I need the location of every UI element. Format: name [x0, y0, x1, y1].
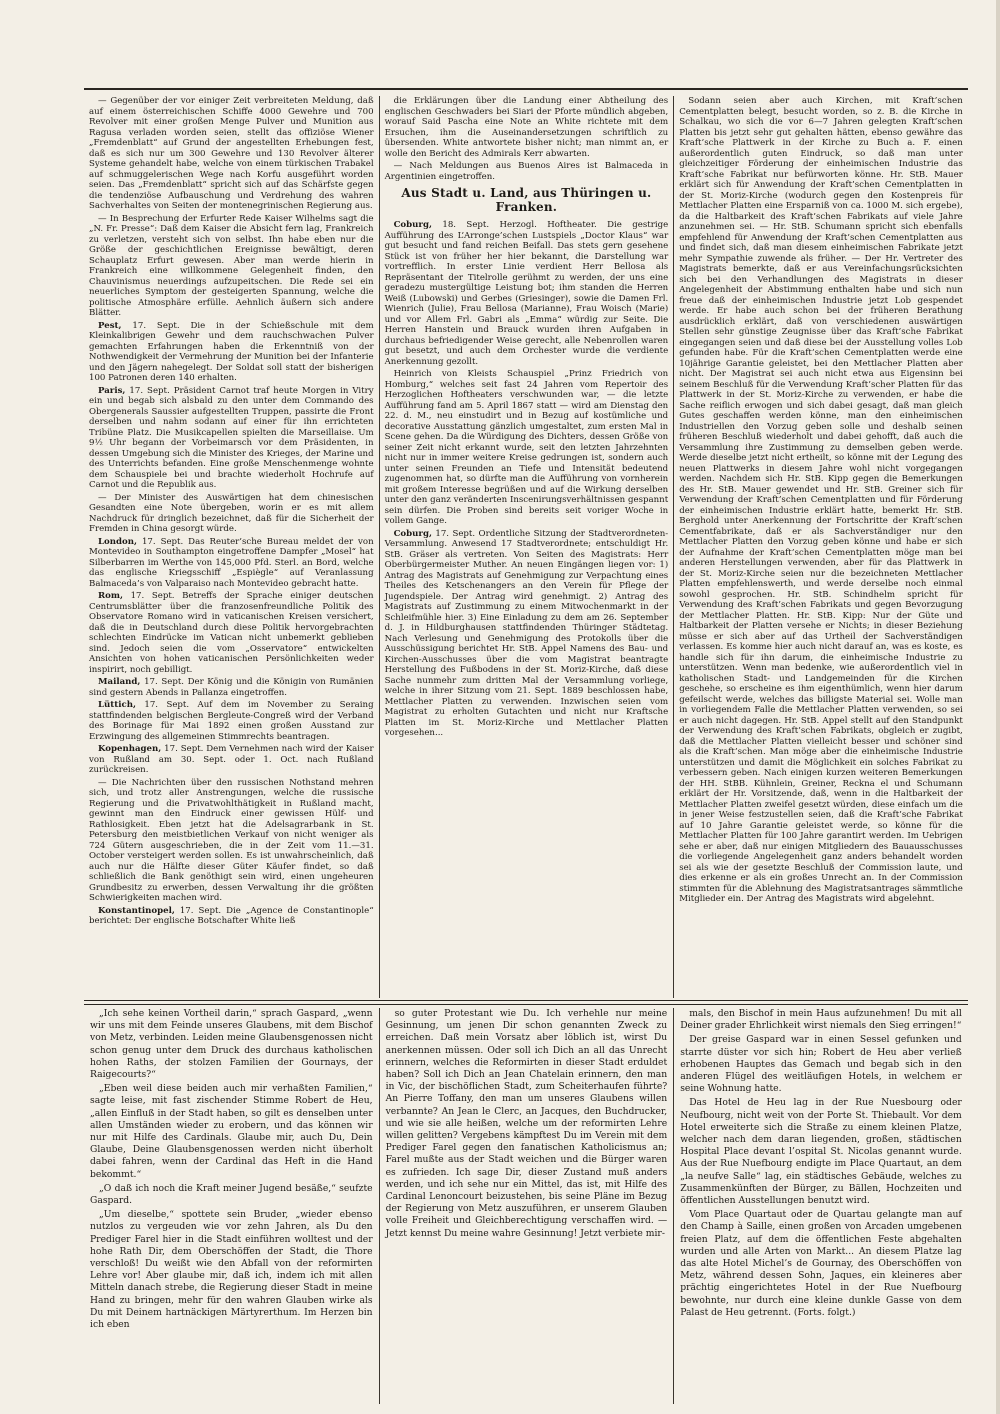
dateline-place: Mailand, [98, 677, 141, 687]
article-text: 17. Sept. Das Reuter’sche Bureau meldet der von Montevideo in Southampton eingetroffene Dampfer „Mosel“ hat Silberbarren im Werthe von 145,000 Pfd. Sterl. an Bord, welche das englische Kriegsschiff „Espiègle“ auf Veranlassung Balmaceda’s von Valparaiso nach Montevideo gebracht hatte. [89, 536, 374, 589]
dateline-place: Kopenhagen, [98, 744, 162, 754]
article-text: 17. Sept. Der König und die Königin von Rumänien sind gestern Abends in Pallanza eingetroffen. [89, 677, 374, 698]
dateline-place: Rom, [98, 591, 123, 601]
feuilleton-paragraph: Das Hotel de Heu lag in der Rue Nuesbourg oder Neufbourg, nicht weit von der Porte St. Thiebault. Vor dem Hotel erweiterte sich die Straße zu einem kleinen Platze, welcher nach dem daran liegenden, großen, städtischen Hospital Place devant l’ospital St. Nicolas genannt wurde. Aus der Rue Nuefbourg endigte im Place Quartaut, an dem „la neufve Salle“ lag, ein städtisches Gebäude, welches zu Zusammenkünften der Bürger, zu Bällen, Hochzeiten und öffentlichen Ausstellungen benutzt wird. [680, 1097, 962, 1207]
dateline-place: Coburg, [393, 528, 432, 539]
article-text: 17. Sept. Präsident Carnot traf heute Morgen in Vitry ein und begab sich alsbald zu den unter dem Commando des Obergenerals Saussier aufgestellten Truppen, passirte die Front derselben und nahm sodann auf einer für ihn errichteten Tribüne Platz. Die Musikcapellen spielten die Marseillaise. Um 9½ Uhr begann der Vorbeimarsch vor dem Präsidenten, in dessen Umgebung sich die Minister des Krieges, der Marine und des Unterrichts befanden. Eine große Menschenmenge wohnte dem Schauspiele bei und brachte wiederholt Hochrufe auf Carnot und die Republik aus. [89, 385, 374, 490]
column-2 [379, 96, 674, 998]
feuilleton-paragraph: „O daß ich noch die Kraft meiner Jugend besäße,“ seufzte Gaspard. [90, 1182, 373, 1207]
article-paragraph [89, 744, 374, 776]
article-text: — Der Minister des Auswärtigen hat dem chinesischen Gesandten eine Note übergeben, worin er es mit allem Nachdruck für dringlich bezeichnet, daß für die Sicherheit der Fremden in China gesorgt würde. [89, 492, 374, 534]
column-3 [673, 96, 968, 998]
dateline-place: Pest, [98, 320, 122, 331]
dateline-place: Lüttich, [98, 700, 136, 710]
dateline-place: Konstantinopel, [98, 905, 175, 916]
article-paragraph [385, 369, 669, 527]
article-paragraph [89, 537, 374, 590]
article-text: — Gegenüber der vor einiger Zeit verbreiteten Meldung, daß auf einem österreichischen Schiffe 4000 Gewehre und 700 Revolver mit einer großen Menge Pulver und Munition aus Ragusa verladen worden seien, stellt das offiziöse Wiener „Fremdenblatt“ auf Grund der angestellten Erhebungen fest, daß es sich nur um 300 Gewehre und 130 Revolver älterer Systeme gehandelt habe, welche von einem türkischen Trabakel auf schmuggelerischen Wege nach Korfu ausgeführt worden seien. Das „Fremdenblatt“ spricht sich auf das Schärfste gegen die tendenziöse Aufbauschung und Verdrehung des wahren Sachverhaltes von Seiten der montenegrinischen Regierung aus. [89, 96, 374, 211]
feuilleton [84, 1008, 968, 1404]
article-text: Heinrich von Kleists Schauspiel „Prinz Friedrich von Homburg,“ welches seit fast 24 Jahren vom Repertoir des Herzoglichen Hoftheaters verschwunden war, — die letzte Aufführung fand am 5. April 1867 statt — wird am Dienstag den 22. d. M., neu einstudirt und in Bezug auf kostümliche und decorative Ausstattung gänzlich umgestaltet, zum ersten Mal in Scene gehen. Da die Würdigung des Dichters, dessen Größe von seiner Zeit nicht erkannt wurde, seit den letzten Jahrzehnten nicht nur in immer weitere Kreise gedrungen ist, sondern auch unter seinen Freunden an Tiefe und Intensität bedeutend zugenommen hat, so dürfte man die Aufführung von vornherein mit großem Interesse begrüßen und auf die Wirkung derselben unter den ganz veränderten Inscenirungsverhältnissen gespannt sein dürfen. Die Proben sind bereits seit voriger Woche in vollem Gange. [384, 369, 669, 526]
feuilleton-paragraph: so guter Protestant wie Du. Ich verhehle nur meine Gesinnung, um jenen Dir schon genannten Zweck zu erreichen. Daß mein Vorsatz aber löblich ist, wirst Du anerkennen müssen. Oder soll ich Dich an all das Unrecht erinnern, welches die Reformirten in dieser Stadt erduldet haben? Soll ich Dich an Jean Chatelain erinnern, den man in Vic, der bischöflichen Stadt, zum Scheiterhaufen führte? An Pierre Toffany, den man um unseres Glaubens willen verbannte? An Jean le Clerc, an Jacques, den Buchdrucker, und wie sie alle heißen, welche um der reformirten Lehre willen gelitten? Vergebens kämpftest Du im Verein mit dem Prediger Farel gegen den fanatischen Katholicismus an; Farel mußte aus der Stadt weichen und die Bürger waren es zufrieden. Ich sage Dir, dieser Zustand muß anders werden, und ich sehe nur ein Mittel, das ist, mit Hilfe des Cardinal Lenoncourt beizustehen, bis seine Pläne im Bezug der Regierung von Metz auszuführen, er unserem Glauben volle Freiheit und Gleichberechtigung verschaffen wird. — Jetzt kennst Du meine wahre Gesinnung! Jetzt verbiete mir- [385, 1008, 668, 1239]
article-paragraph [89, 591, 374, 675]
article-paragraph [679, 96, 963, 905]
feuilleton-paragraph: „Eben weil diese beiden auch mir verhaßten Familien,“ sagte leise, mit fast zischender Stimme Robert de Heu, „allen Einfluß in der Stadt haben, so gilt es denselben unter allen Umständen wieder zu erobern, und das können wir nur mit Hilfe des Cardinals. Glaube mir, auch Du, Dein Glaube, Deine Glaubensgenossen werden nicht überholt dabei fahren, wenn der Cardinal das Heft in die Hand bekommt.“ [90, 1083, 373, 1180]
article-text: 17. Sept. Ordentliche Sitzung der Stadtverordneten-Versammlung. Anwesend 17 Stadtverordnete; entschuldigt Hr. StB. Gräser als vertreten. Von Seiten des Magistrats: Herr Oberbürgermeister Muther. An neuen Eingängen liegen vor: 1) Antrag des Magistrats auf Genehmigung zur Verpachtung eines Theiles des Ketschenangers an den Verein für Pflege der Jugendspiele. Der Antrag wird genehmigt. 2) Antrag des Magistrats auf Zustimmung zu einem Mitwochenmarkt in der Schleifmühle hier. 3) Eine Einladung zu dem am 26. September d. J. in Hildburghausen stattfindenden Thüringer Städtetag. Nach Verlesung und Genehmigung des Protokolls über die Ausschüssigung berichtet Hr. StB. Appel Namens des Bau- und Kirchen-Ausschusses über die vom Magistrat beantragte Herstellung des Fußbodens in der St. Moriz-Kirche, daß diese Sache nunmehr zum dritten Mal der Versammlung vorliege, welche in ihrer Sitzung vom 21. Sept. 1889 beschlossen habe, Mettlacher Platten zu verwenden. Inzwischen seien vom Magistrat zu erholten Gutachten und nicht nur Kraftsche Platten im St. Moriz-Kirche und Mettlacher Platten vorgesehen... [384, 528, 669, 738]
article-paragraph [89, 96, 374, 212]
article-paragraph [89, 321, 374, 384]
news-columns [84, 96, 968, 998]
article-text: — In Besprechung der Erfurter Rede Kaiser Wilhelms sagt die „N. Fr. Presse“: Daß dem Kaiser die Absicht fern lag, Frankreich zu verletzen, versteht sich von selbst. Ihn habe eben nur die Größe der geschichtlichen Ereignisse bewältigt, deren Schauplatz Erfurt gewesen. Aber man werde hierin in Frankreich eine willkommene Gelegenheit finden, den Chauvinismus neuerdings aufzupeitschen. Die Rede sei ein neuerliches Symptom der gesteigerten Spannung, welche die politische Atmosphäre erfülle. Aehnlich äußern sich andere Blätter. [89, 213, 374, 318]
article-paragraph [89, 778, 374, 904]
feuilleton-paragraph: „Ich sehe keinen Vortheil darin,“ sprach Gaspard, „wenn wir uns mit dem Feinde unseres Glaubens, mit dem Bischof von Metz, verbinden. Leiden meine Glaubensgenossen nicht schon genug unter dem Druck des durchaus katholischen hohen Raths, der stolzen Familien der Gournays, der Raigecourts?“ [90, 1008, 373, 1081]
section-heading: Aus Stadt u. Land, aus Thüringen u. Franken. [401, 186, 652, 214]
article-text: die Erklärungen über die Landung einer Abtheilung des englischen Geschwaders bei Siari der Pforte mündlich abgeben, worauf Said Pascha eine Note an White richtete mit dem Ersuchen, ihm die Auseinandersetzungen schriftlich zu übersenden. White antwortete bisher nicht; man nimmt an, er wolle den Bericht des Admirals Kerr abwarten. [384, 96, 669, 159]
article-text: 17. Sept. Dem Vernehmen nach wird der Kaiser von Rußland am 30. Sept. oder 1. Oct. nach Rußland zurückreisen. [89, 744, 374, 775]
column-1 [84, 96, 379, 998]
dateline-place: Paris, [98, 385, 126, 396]
article-paragraph [89, 386, 374, 491]
article-text: 18. Sept. Herzogl. Hoftheater. Die gestrige Aufführung des L’Arronge’schen Lustspiels „Doctor Klaus“ war gut besucht und fand reichen Beifall. Das stets gern gesehene Stück ist von früher her hier bekannt, die Darstellung war vortrefflich. In erster Linie verdient Herr Bellosa als Repräsentant der Titelrolle gerühmt zu werden, der uns eine geradezu mustergültige Leistung bot; ihm standen die Herren Weiß (Lubowski) und Gerbes (Griesinger), sowie die Damen Frl. Wienrich (Julie), Frau Bellosa (Marianne), Frau Woisch (Marie) und vor Allem Frl. Gabri als „Emma“ würdig zur Seite. Die Herren Hanstein und Brauck wurden ihren Aufgaben in durchaus befriedigender Weise gerecht, alle Nebenrollen waren gut besetzt, und auch dem Orchester wurde die verdiente Anerkennung gezollt. [384, 220, 669, 367]
article-text: Sodann seien aber auch Kirchen, mit Kraft’schen Cementplatten belegt, besucht worden, so z. B. die Kirche in Schalkau, wo sich die vor 6—7 Jahren gelegten Kraft’schen Platten bis jetzt sehr gut gehalten hätten, ebenso gewähre das Kraft’sche Plattwerk in der Kirche zu Buch a. F. einen außerordentlich guten Eindruck, so daß man unter gleichzeitiger Förderung der einheimischen Industrie das Kraft’sche Fabrikat nur befürworten könne. Hr. StB. Mauer erklärt sich für Anwendung der Kraft’schen Cementplatten in der St. Moriz-Kirche (wodurch gegen den Kostenpreis für Mettlacher Platten eine Ersparniß von ca. 1000 M. sich ergebe), da die Haltbarkeit des Kraft’schen Fabrikats auf viele Jahre anzunehmen sei. — Hr. StB. Schumann spricht sich ebenfalls empfehlend für Anwendung der Kraft’schen Cementplatten aus und findet sich, daß man diesem einheimischen Fabrikate jetzt mehr Sympathie zuwende als früher. — Der Hr. Vertreter des Magistrats bemerkte, daß er aus Vereinfachungsrücksichten sich bei den Verhandlungen des Magistrats in dieser Angelegenheit der Abstimmung enthalten habe und sich nun freue daß der einheimischen Industrie jetzt Lob gespendet werde. Er habe auch schon bei der früheren Berathung ausdrücklich erklärt, daß von verschiedenen auswärtigen Stellen sehr günstige Zeugnisse über das Kraft’sche Fabrikat eingegangen seien und daß diese bei der Ausstellung volles Lob gefunden habe. Für die Kraft’schen Cementplatten werde eine 10jährige Garantie geleistet, bei den Mettlacher Platten aber nicht. Der Magistrat sei auch nicht etwa aus Eigensinn bei seinem Beschluß für die Verwendung Kraft’scher Platten für das Plattwerk in der St. Moriz-Kirche zu verwenden, er habe die Sache reiflich erwogen und sich dabei gesagt, daß man gleich Gutes geschaffen werden könne, man den einheimischen Industriellen den Vorzug geben solle und deshalb seinen früheren Beschluß wiederholt und dabei gehofft, daß auch die Versammlung ihre Zustimmung zu demselben geben werde. Werde dieselbe jetzt nicht ertheilt, so könne mit der Legung des neuen Plattwerks in diesem Jahre wohl nicht vorgegangen werden. Nachdem sich Hr. StB. Kipp gegen die Bemerkungen des Hr. StB. Mauer gewendet und Hr. StB. Greiner sich für Verwendung der Kraft’schen Cementplatten und für Förderung der einheimischen Industrie erklärt hatte, bemerkt Hr. StB. Berghold unter Anerkennung der Fortschritte der Kraft’schen Cementfabrikate, daß er als Sachverständiger nur den Mettlacher Platten den Vorzug geben könne und habe er sich der Aufnahme der Kraft’schen Cementplatten möge man bei anderen Herstellungen verwenden, aber für das Plattwerk in der St. Moriz-Kirche seien nur die bezeichneten Mettlacher Platten empfehlenswerth, und werde derselbe noch einmal sowohl gesprochen. Hr. StB. Schindhelm spricht für Verwendung des Kraft’schen Fabrikats und gegen Bevorzugung der Mettlacher Platten. Hr. StB. Kipp: Nur der Güte und Haltbarkeit der Platten versehe er Nichts; in dieser Beziehung müsse er sich aber auf das Urtheil der Sachverständigen verlassen. Es komme hier auch nicht darauf an, was es koste, es handle sich für ihn darum, die einheimische Industrie zu unterstützen. Wenn man bedenke, wie außerordentlich viel in katholischen Stadt- und Landgemeinden für die Kirchen geschehe, so erscheine es ihm eigenthümlich, wenn hier darum gefeilscht werde, welches das billigste Material sei. Wolle man in vorliegendem Falle die Mettlacher Platten verwenden, so sei er auch nicht dagegen. Hr. StB. Appel stellt auf den Standpunkt der Verwendung des Kraft’schen Fabrikats, obgleich er zugibt, daß die Mettlacher Platten vielleicht besser und schöner sind als die Kraft’schen. Man möge aber die einheimische Industrie unterstützen und damit die Möglichkeit ein solches Fabrikat zu verbessern geben. Nach einigen kurzen weiteren Bemerkungen der HH. StBB. Kühnlein, Greiner, Reckna el und Schumann erklärt der Hr. Vorsitzende, daß, wenn in die Haltbarkeit der Mettlacher Platten zweifel gesetzt würden, diese einfach um die in jener Weise festzustellen seien, daß die Kraft’sche Fabrikat auf 10 Jahre Garantie geleistet werde, so könne für die Mettlacher Platten für 100 Jahre garantirt werden. Im Uebrigen sehe er aber, daß nur einigen Mitgliedern des Bauausschusses die vorliegende Angelegenheit ganz anders behandelt worden sei als wie der gesetzte Beschluß der Commission laute, und dies erkenne er als ein großes Unrecht an. In der Commission stimmten für die Ablehnung des Magistratsantrages sämmtliche Mitglieder ein. Der Antrag des Magistrats wird abgelehnt. [679, 96, 963, 904]
column-2-bottom [385, 220, 669, 739]
article-paragraph [89, 700, 374, 742]
feuilleton-paragraph: Der greise Gaspard war in einen Sessel gefunken und starrte düster vor sich hin; Robert de Heu aber verließ erhobenen Hauptes das Gemach und begab sich in den anderen Flügel des weitläufigen Hotels, in welchem er seine Wohnung hatte. [680, 1034, 962, 1095]
article-text: 17. Sept. Auf dem im November zu Seraing stattfindenden belgischen Bergleute-Congreß wird der Verband des Borinage für Mai 1892 einen großen Ausstand zur Erzwingung des allgemeinen Stimmrechts beantragen. [89, 700, 374, 742]
feuilleton-column-2 [379, 1008, 674, 1404]
article-paragraph [89, 214, 374, 319]
page-edge [996, 0, 1000, 1414]
article-text: 17. Sept. Betreffs der Sprache einiger deutschen Centrumsblätter über die franzosenfreundliche Politik des Observatore Romano wird in vaticanischen Kreisen versichert, daß die in Deutschland durch diese Politik hervorgebrachten schlechten Eindrücke im Vatican nicht unbemerkt geblieben sind. Jedoch seien die vom „Osservatore“ entwickelten Ansichten von hohen vaticanischen Persönlichkeiten weder inspirirt, noch gebilligt. [89, 591, 374, 675]
article-paragraph [385, 96, 669, 159]
feuilleton-column-1 [84, 1008, 379, 1404]
article-paragraph [89, 493, 374, 535]
article-text: 17. Sept. Die „Agence de Constantinople“ berichtet: Der englische Botschafter White ließ [89, 905, 374, 926]
feuilleton-paragraph: „Um dieselbe,“ spottete sein Bruder, „wieder ebenso nutzlos zu vergeuden wie vor zehn Jahren, als Du den Prediger Farel hier in die Stadt einführen wolltest und der hohe Rath Dir, dem Oberschöffen der Stadt, die Thore verschloß! Du weißt wie den Abfall von der reformirten Lehre vor! Aber glaube mir, daß ich, indem ich mit allen Mitteln danach strebe, die Regierung dieser Stadt in meine Hand zu bringen, mehr für den wahren Glauben wirke als Du mit Deinem hartnäckigen Märtyrerthum. Im Herzen bin ich eben [90, 1209, 373, 1331]
dateline-place: Coburg, [393, 220, 432, 230]
article-paragraph [89, 906, 374, 927]
top-rule [84, 88, 968, 90]
article-paragraph [385, 529, 669, 739]
feuilleton-column-3 [673, 1008, 968, 1404]
feuilleton-paragraph: mals, den Bischof in mein Haus aufzunehmen! Du mit all Deiner grader Ehrlichkeit wirst niemals den Sieg erringen!“ [680, 1008, 962, 1032]
article-text: — Die Nachrichten über den russischen Nothstand mehren sich, und trotz aller Anstrengungen, welche die russische Regierung und die Privatwohlthätigkeit in Rußland macht, gewinnt man den Eindruck einer gewissen Hülf- und Rathlosigkeit. Eben jetzt hat die Adelsagrarbank in St. Petersburg den meistbietlichen Verkauf von nicht weniger als 724 Gütern ausgeschrieben, die in der Zeit vom 11.—31. October versteigert werden sollen. Es ist unwahrscheinlich, daß auch nur die Hälfte dieser Güter Käufer findet, so daß schließlich die Bank genöthigt sein wird, einen ungeheuren Grundbesitz zu erwerben, dessen Verwaltung ihr die größten Schwierigkeiten machen wird. [89, 777, 374, 903]
article-paragraph [385, 161, 669, 182]
article-text: 17. Sept. Die in der Schießschule mit dem Kleinkalibrigen Gewehr und dem rauchschwachen Pulver gemachten Erfahrungen haben die Erkenntniß von der Nothwendigkeit der Vermehrung der Munition bei der Infanterie und den Jägern nahegelegt. Der Soldat soll statt der bisherigen 100 Patronen deren 140 erhalten. [89, 320, 374, 383]
feuilleton-rule [84, 1000, 968, 1005]
feuilleton-paragraph: Vom Place Quartaut oder de Quartau gelangte man auf den Champ à Saille, einen großen von Arcaden umgebenen freien Platz, auf dem die öffentlichen Feste abgehalten wurden und alle Arten von Markt... An diesem Platze lag das alte Hotel Michel’s de Gournay, des Oberschöffen von Metz, während dessen Sohn, Jaques, ein kleineres aber prächtig eingerichtetes Hotel in der Rue Nuefbourg bewohnte, nur durch eine kleine dunkle Gasse von dem Palast de Heu getrennt. (Forts. folgt.) [680, 1209, 962, 1318]
article-paragraph [89, 677, 374, 698]
article-paragraph [385, 220, 669, 367]
article-text: — Nach Meldungen aus Buenos Aires ist Balmaceda in Argentinien eingetroffen. [384, 161, 669, 182]
dateline-place: London, [98, 536, 138, 547]
column-2-top [385, 96, 669, 182]
